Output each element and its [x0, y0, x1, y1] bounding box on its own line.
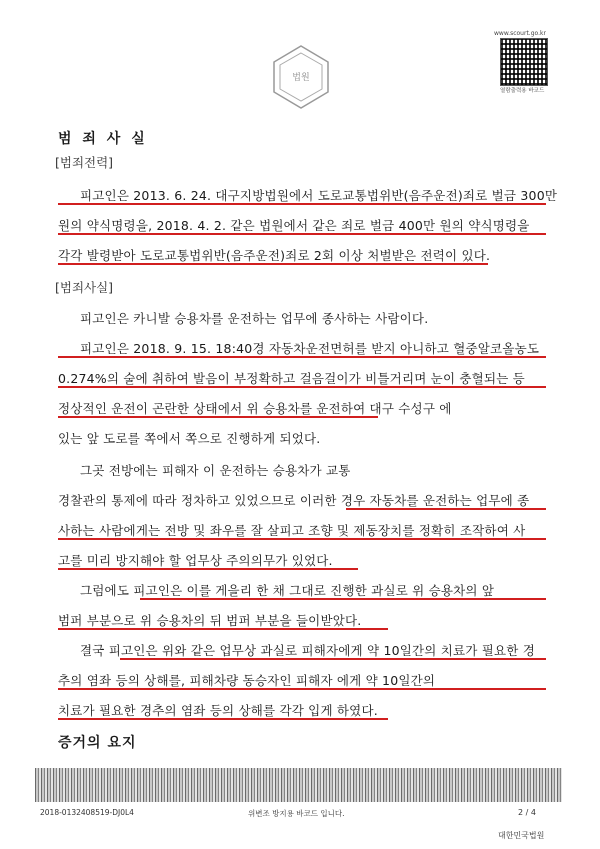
- red-underline: [140, 598, 546, 600]
- qr-code-icon: [500, 38, 548, 86]
- section-title: 범 죄 사 실: [58, 131, 148, 147]
- fact-line-14: 치료가 필요한 경추의 염좌 등의 상해를 각각 입게 하였다.: [58, 703, 378, 718]
- red-underline: [58, 568, 358, 570]
- record-line-1: 피고인은 2013. 6. 24. 대구지방법원에서 도로교통법위반(음주운전)죄로 벌금 300만: [80, 188, 558, 203]
- fact-line-3: 0.274%의 술에 취하여 발음이 부정확하고 걸음걸이가 비틀거리며 눈이 충혈되는 등: [58, 371, 525, 386]
- evidence-title: 증거의 요지: [58, 735, 137, 751]
- fact-line-5: 있는 앞 도로를 쪽에서 쪽으로 진행하게 되었다.: [58, 431, 321, 446]
- record-line-3: 각각 발령받아 도로교통법위반(음주운전)죄로 2회 이상 처벌받은 전력이 있다.: [58, 248, 491, 263]
- fact-line-10: 그럼에도 피고인은 이를 게을리 한 채 그대로 진행한 과실로 위 승용차의 앞: [80, 583, 495, 598]
- fact-line-4: 정상적인 운전이 곤란한 상태에서 위 승용차를 운전하여 대구 수성구 에: [58, 401, 452, 416]
- doc-id: 2018-0132408519-DJ0L4: [40, 808, 134, 817]
- fact-line-8: 사하는 사람에게는 전방 및 좌우를 잘 살피고 조향 및 제동장치를 정확히 조작하여 사: [58, 523, 526, 538]
- fact-line-9: 고를 미리 방지해야 할 업무상 주의의무가 있었다.: [58, 553, 333, 568]
- court-seal-icon: [270, 44, 332, 110]
- qr-url: www.scourt.go.kr: [494, 30, 546, 37]
- barcode-note: 위변조 방지용 바코드 입니다.: [248, 809, 345, 818]
- anti-forgery-barcode-icon: [35, 768, 562, 802]
- fact-line-1: 피고인은 카니발 승용차를 운전하는 업무에 종사하는 사람이다.: [80, 311, 429, 326]
- red-underline: [58, 688, 546, 690]
- facts-label: [범죄사실]: [55, 280, 114, 295]
- red-underline: [58, 628, 388, 630]
- qr-caption: 열람출력용 바코드: [500, 88, 545, 94]
- red-underline: [58, 386, 546, 388]
- record-line-2: 원의 약식명령을, 2018. 4. 2. 같은 법원에서 같은 죄로 벌금 400만 원의 약식명령을: [58, 218, 530, 233]
- criminal-record-label: [범죄전력]: [55, 155, 114, 170]
- red-underline: [58, 233, 546, 235]
- fact-line-2: 피고인은 2018. 9. 15. 18:40경 자동차운전면허를 받지 아니하고 혈중알코올농도: [80, 341, 540, 356]
- red-underline: [58, 718, 388, 720]
- red-underline: [120, 658, 546, 660]
- red-underline: [58, 203, 546, 205]
- fact-line-6: 그곳 전방에는 피해자 이 운전하는 승용차가 교통: [80, 463, 351, 478]
- fact-line-13: 추의 염좌 등의 상해를, 피해차량 동승자인 피해자 에게 약 10일간의: [58, 673, 436, 688]
- fact-line-12: 결국 피고인은 위와 같은 업무상 과실로 피해자에게 약 10일간의 치료가 필요한 경: [80, 643, 536, 658]
- red-underline: [58, 263, 488, 265]
- fact-line-7: 경찰관의 통제에 따라 정차하고 있었으므로 이러한 경우 자동차를 운전하는 업무에 종: [58, 493, 530, 508]
- red-underline: [346, 508, 546, 510]
- fact-line-11: 범퍼 부분으로 위 승용차의 뒤 범퍼 부분을 들이받았다.: [58, 613, 362, 628]
- red-underline: [58, 416, 378, 418]
- court-name: 대한민국법원: [498, 831, 545, 840]
- red-underline: [58, 356, 546, 358]
- red-underline: [58, 538, 546, 540]
- page-number: 2 / 4: [518, 808, 536, 817]
- seal-text: 법원: [292, 73, 310, 83]
